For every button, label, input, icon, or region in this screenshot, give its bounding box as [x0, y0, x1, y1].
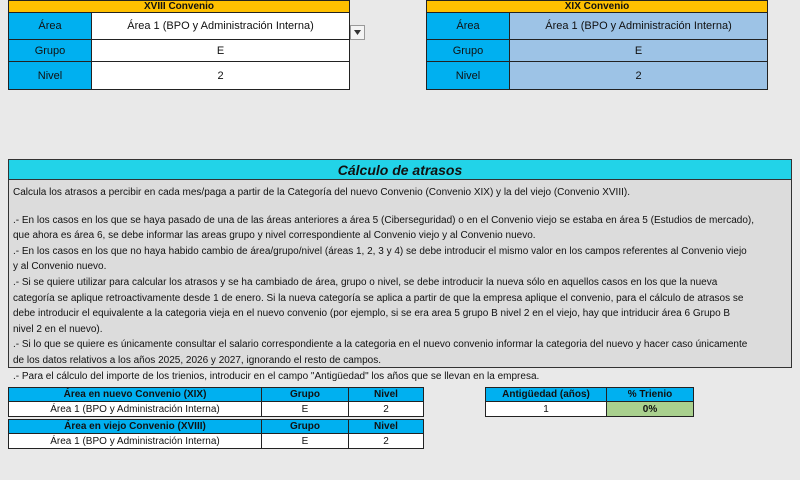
trienio-header: % Trienio: [606, 387, 694, 402]
calculo-title: Cálculo de atrasos: [9, 160, 791, 180]
xix-area-value[interactable]: Área 1 (BPO y Administración Interna): [510, 13, 767, 39]
antiguedad-value[interactable]: 1: [485, 401, 607, 417]
xviii-nivel-value[interactable]: 2: [217, 69, 224, 82]
xviii-panel-title: XVIII Convenio: [9, 1, 349, 13]
calculo-instructions: [13, 185, 788, 384]
instruction-line: que ahora es área 6, se debe informar las areas grupo y nivel correspondiente al Convenio viejo y al Convenio nuevo.: [13, 230, 536, 242]
xix-area-label: Área: [427, 13, 510, 39]
xviii-grupo-label: Grupo: [9, 40, 92, 61]
instruction-line: debe introducir el equivalente a la categoria vieja en el nuevo convenio (por ejemplo, si se era area 5 grupo B nivel 2 en el viejo, hay que intriducir área 6 Grupo B: [13, 308, 731, 320]
instruction-line: nivel 2 en el nuevo).: [13, 323, 103, 335]
instruction-line: .- Si lo que se quiere es únicamente consultar el salario correspondiente a la categoria en el nuevo convenio informar la categoria del nuevo y hacer caso únicamente: [13, 339, 748, 351]
xix-grupo-value[interactable]: E: [510, 40, 767, 61]
triangle-down-icon: [354, 30, 361, 35]
instruction-line: .- Si se quiere utilizar para calcular los atrasos y se ha cambiado de área, grupo o nivel, se debe introducir la nueva sólo en aquellos casos en los que la nueva: [13, 276, 718, 288]
xviii-nivel-label: Nivel: [9, 62, 92, 89]
instruction-line: .- En los casos en los que se haya pasado de una de las áreas anteriores a área 5 (Ciberseguridad) o en el Convenio viejo se estaba en área 5 (Estudios de mercado),: [13, 214, 755, 226]
viejo-nivel-value[interactable]: 2: [348, 433, 424, 449]
xviii-convenio-panel: [8, 0, 350, 90]
viejo-nivel-header: Nivel: [348, 419, 424, 434]
calculo-atrasos-box: [8, 159, 792, 382]
xix-convenio-panel: [426, 0, 768, 90]
area-dropdown-button[interactable]: [350, 25, 365, 40]
viejo-grupo-value[interactable]: E: [261, 433, 349, 449]
instruction-line: de los datos relativos a los años 2025, 2026 y 2027, ignorando el resto de campos.: [13, 354, 382, 366]
instruction-line: Calcula los atrasos a percibir en cada mes/paga a partir de la Categoría del nuevo Convenio (Convenio XIX) y la del viejo (Convenio XVIII).: [13, 187, 630, 198]
xix-nivel-label: Nivel: [427, 62, 510, 89]
xviii-area-value[interactable]: Área 1 (BPO y Administración Interna): [127, 20, 314, 32]
nuevo-grupo-value[interactable]: E: [261, 401, 349, 417]
viejo-area-header: Área en viejo Convenio (XVIII): [8, 419, 262, 434]
xviii-grupo-value[interactable]: E: [216, 44, 225, 57]
nuevo-nivel-value[interactable]: 2: [348, 401, 424, 417]
viejo-area-value[interactable]: Área 1 (BPO y Administración Interna): [8, 433, 262, 449]
instruction-line: categoría se aplique retroactivamente desde 1 de enero. Si la nueva categoría se aplica a partir de que la empresa aplique el convenio, para el cálculo de atrasos se: [13, 292, 744, 304]
instruction-line: .- En los casos en los que no haya habido cambio de área/grupo/nivel (áreas 1, 2, 3 y 4) se debe introducir el mismo valor en los campos referentes al Convenio viejo: [13, 245, 747, 257]
trienio-value: 0%: [606, 401, 694, 417]
antiguedad-header: Antigüedad (años): [485, 387, 607, 402]
xix-nivel-value[interactable]: 2: [510, 62, 767, 89]
nuevo-nivel-header: Nivel: [348, 387, 424, 402]
xviii-area-label: Área: [9, 13, 92, 39]
nuevo-area-value[interactable]: Área 1 (BPO y Administración Interna): [8, 401, 262, 417]
instruction-line: y al Convenio nuevo.: [13, 261, 107, 273]
viejo-grupo-header: Grupo: [261, 419, 349, 434]
instruction-line: .- Para el cálculo del importe de los trienios, introducir en el campo "Antigüedad" los años que se llevan en la empresa.: [13, 370, 540, 382]
xix-grupo-label: Grupo: [427, 40, 510, 61]
nuevo-area-header: Área en nuevo Convenio (XIX): [8, 387, 262, 402]
nuevo-grupo-header: Grupo: [261, 387, 349, 402]
xix-panel-title: XIX Convenio: [427, 1, 767, 13]
